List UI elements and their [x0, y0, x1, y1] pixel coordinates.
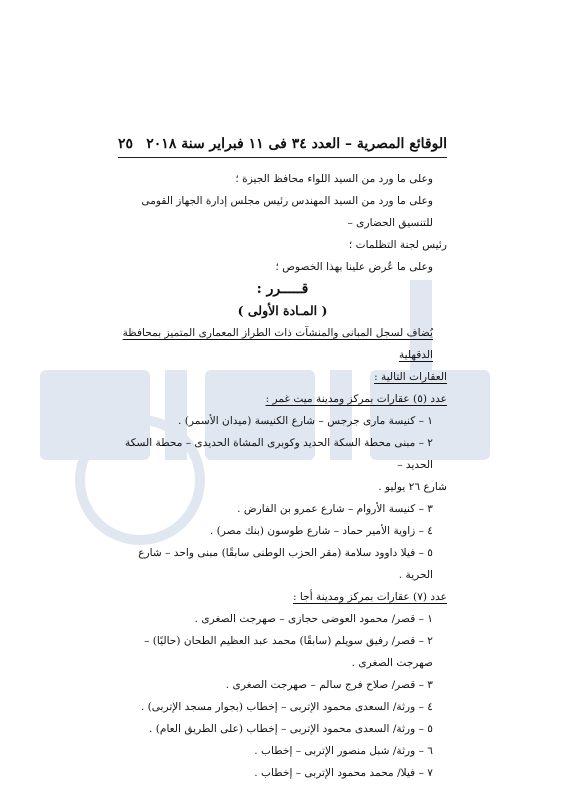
list-item: ٥ – فيلا داوود سلامة (مقر الحزب الوطنى سابقًا) مبنى واحد – شارع الحرية .	[138, 547, 433, 581]
list-item: ٣ – كنيسة الأروام – شارع عمرو بن الفارض .	[237, 503, 433, 515]
list-item: ٢ – قصر/ رفيق سويلم (سابقًا) محمد عبد العظيم الطحان (حاليًا) – صهرجت الصغرى .	[144, 635, 433, 669]
list-item: ٥ – ورثة/ السعدى محمود الإتربى – إخطاب (على الطريق العام) .	[149, 723, 433, 735]
page-number: ٢٥	[118, 136, 134, 152]
list-item: ٢ – مبنى محطة السكة الحديد وكوبرى المشاة الحديدى – محطة السكة الحديد –	[125, 437, 433, 471]
list-item: ٤ – ورثة/ السعدى محمود الإتربى – إخطاب (بجوار مسجد الإتربى) .	[140, 701, 433, 713]
preamble-line: وعلى ما ورد من السيد اللواء محافظ الجيزة ؛	[235, 173, 433, 185]
list-item: ٣ – قصر/ صلاح فرج سالم – صهرجت الصغرى .	[225, 679, 433, 691]
property-list-aga	[118, 608, 447, 784]
document-body	[118, 168, 447, 784]
list-item: ٧ – فيلا/ محمد محمود الإتربى – إخطاب .	[254, 767, 433, 779]
list-item: ٤ – زاوية الأمير حماد – شارع طوسون (بنك مصر) .	[209, 525, 433, 537]
header-divider	[118, 157, 447, 158]
preamble-line: رئيس لجنة التظلمات ؛	[348, 239, 447, 251]
article-title: ( المـادة الأولى )	[237, 303, 328, 318]
property-list-mit-ghamr	[118, 410, 447, 586]
list-item: ١ – كنيسة مارى جرجس – شارع الكنيسة (ميدان الأسمر) .	[177, 415, 433, 427]
article-body-continued: العقارات التالية :	[374, 371, 447, 383]
group-label-mit-ghamr: عدد (٥) عقارات بمركز ومدينة ميت غمر :	[265, 393, 447, 405]
preamble-line: وعلى ما ورد من السيد المهندس رئيس مجلس إدارة الجهاز القومى للتنسيق الحضارى –	[141, 195, 433, 229]
list-item: ٦ – ورثة/ شبل منصور الإتربى – إخطاب .	[254, 745, 433, 757]
page-header	[118, 134, 447, 154]
header-title: الوقائع المصرية – العدد ٣٤ فى ١١ فبراير سنة ٢٠١٨	[146, 136, 447, 152]
decision-title: قـــــرر :	[256, 281, 309, 297]
list-item-continued: شارع ٢٦ يوليو .	[378, 481, 447, 493]
group-label-aga: عدد (٧) عقارات بمركز ومدينة أجا :	[293, 591, 447, 603]
article-body: يُضاف لسجل المبانى والمنشآت ذات الطراز المعمارى المتميز بمحافظة الدقهلية	[122, 327, 433, 361]
list-item: ١ – قصر/ محمود العوضى حجازى – صهرجت الصغرى .	[194, 613, 433, 625]
preamble-line: وعلى ما عُرض علينا بهذا الخصوص ؛	[275, 261, 433, 273]
